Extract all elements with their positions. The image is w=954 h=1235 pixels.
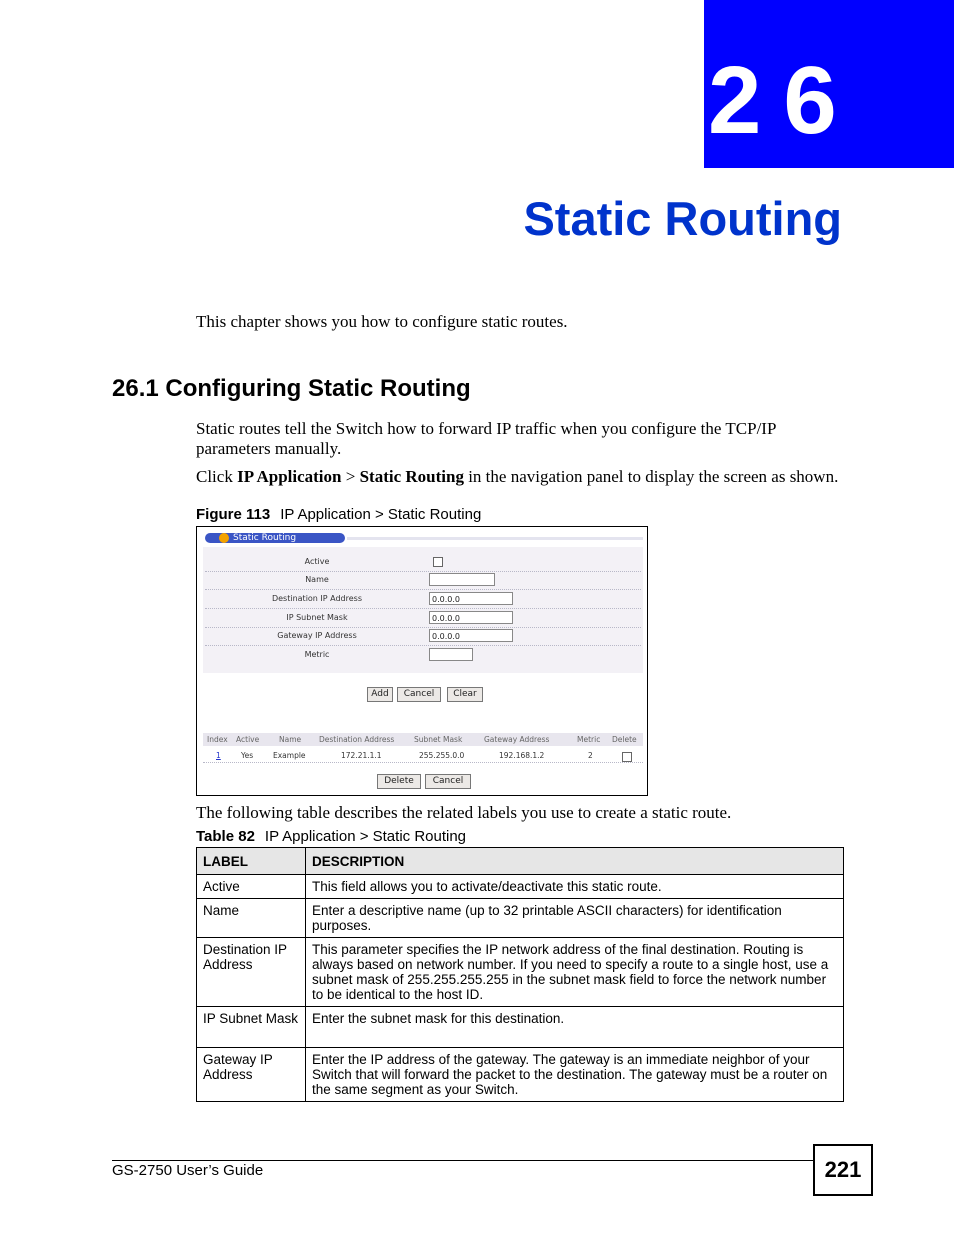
row-gateway: Gateway IP Address 0.0.0.0 xyxy=(205,627,641,646)
header-label: LABEL xyxy=(197,848,306,875)
paragraph-static-routes: Static routes tell the Switch how to forward IP traffic when you configure the TCP/IP parameters manually. xyxy=(196,419,776,458)
name-input[interactable] xyxy=(429,573,495,586)
row-name: Name xyxy=(205,571,641,590)
chapter-number: 26 xyxy=(708,47,859,154)
table-row: Destination IP Address This parameter specifies the IP network address of the final destination. Routing is always based on network number. If you need to specify a route to a single host, use a subnet mask of 255.255.255.255 in the subnet mask field to force the network number to be identical to the host ID. xyxy=(197,938,844,1007)
tab-bullet-icon xyxy=(219,533,229,543)
row-destination: Destination IP Address 0.0.0.0 xyxy=(205,590,641,609)
cancel-delete-button[interactable]: Cancel xyxy=(425,774,471,789)
metric-input[interactable] xyxy=(429,648,473,661)
row-divider xyxy=(203,762,643,763)
row-subnet-mask: IP Subnet Mask 0.0.0.0 xyxy=(205,609,641,628)
table-row: Gateway IP Address Enter the IP address of the gateway. The gateway is an immediate neighbor of your Switch that will forward the packet to the destination. The gateway must be a router on the same segment as your Switch. xyxy=(197,1048,844,1102)
subnet-mask-input[interactable]: 0.0.0.0 xyxy=(429,611,513,624)
section-heading: 26.1 Configuring Static Routing xyxy=(112,375,471,402)
table-caption: Table 82 IP Application > Static Routing xyxy=(196,828,467,845)
page-number: 221 xyxy=(813,1144,873,1196)
bold-static-routing: Static Routing xyxy=(359,467,464,486)
cancel-button[interactable]: Cancel xyxy=(397,687,441,702)
chapter-title: Static Routing xyxy=(523,192,842,245)
static-routing-screenshot: Static Routing Active Name Destination IP Address 0.0.0.0 IP Subnet Mask 0.0.0.0 Gateway IP Address 0.0.0.0 Metric Add Cancel Clear Index Active Name Destination Address Subnet Mask Gateway Address Metric Delete 1 Yes Example 172.21.1.1 255.255.0.0 192.168.1.2 2 Delete Cancel xyxy=(196,526,648,796)
footer-guide-title: GS-2750 User’s Guide xyxy=(112,1162,264,1179)
footer-rule xyxy=(112,1160,814,1161)
bold-ip-application: IP Application xyxy=(237,467,342,486)
paragraph-click-instructions: Click IP Application > Static Routing in the navigation panel to display the screen as shown. xyxy=(196,467,839,486)
row-metric: Metric xyxy=(205,646,641,664)
intro-paragraph: This chapter shows you how to configure static routes. xyxy=(196,312,568,331)
table-row: IP Subnet Mask Enter the subnet mask for this destination. xyxy=(197,1007,844,1048)
route-index-link[interactable]: 1 xyxy=(216,751,221,760)
active-checkbox[interactable] xyxy=(433,557,443,567)
title-rule xyxy=(347,537,643,540)
figure-caption: Figure 113 IP Application > Static Routing xyxy=(196,506,482,523)
add-button[interactable]: Add xyxy=(367,687,393,702)
label-description-table xyxy=(196,847,844,1102)
row-active: Active xyxy=(205,553,641,572)
screen-title-tab: Static Routing xyxy=(205,533,345,543)
table-row: Active This field allows you to activate/deactivate this static route. xyxy=(197,875,844,899)
paragraph-table-intro: The following table describes the related labels you use to create a static route. xyxy=(196,803,732,822)
table-row: Name Enter a descriptive name (up to 32 printable ASCII characters) for identification purposes. xyxy=(197,899,844,938)
gateway-ip-input[interactable]: 0.0.0.0 xyxy=(429,629,513,642)
delete-button[interactable]: Delete xyxy=(377,774,421,789)
delete-route-checkbox[interactable] xyxy=(622,752,632,762)
header-description: DESCRIPTION xyxy=(306,848,844,875)
destination-ip-input[interactable]: 0.0.0.0 xyxy=(429,592,513,605)
clear-button[interactable]: Clear xyxy=(447,687,483,702)
